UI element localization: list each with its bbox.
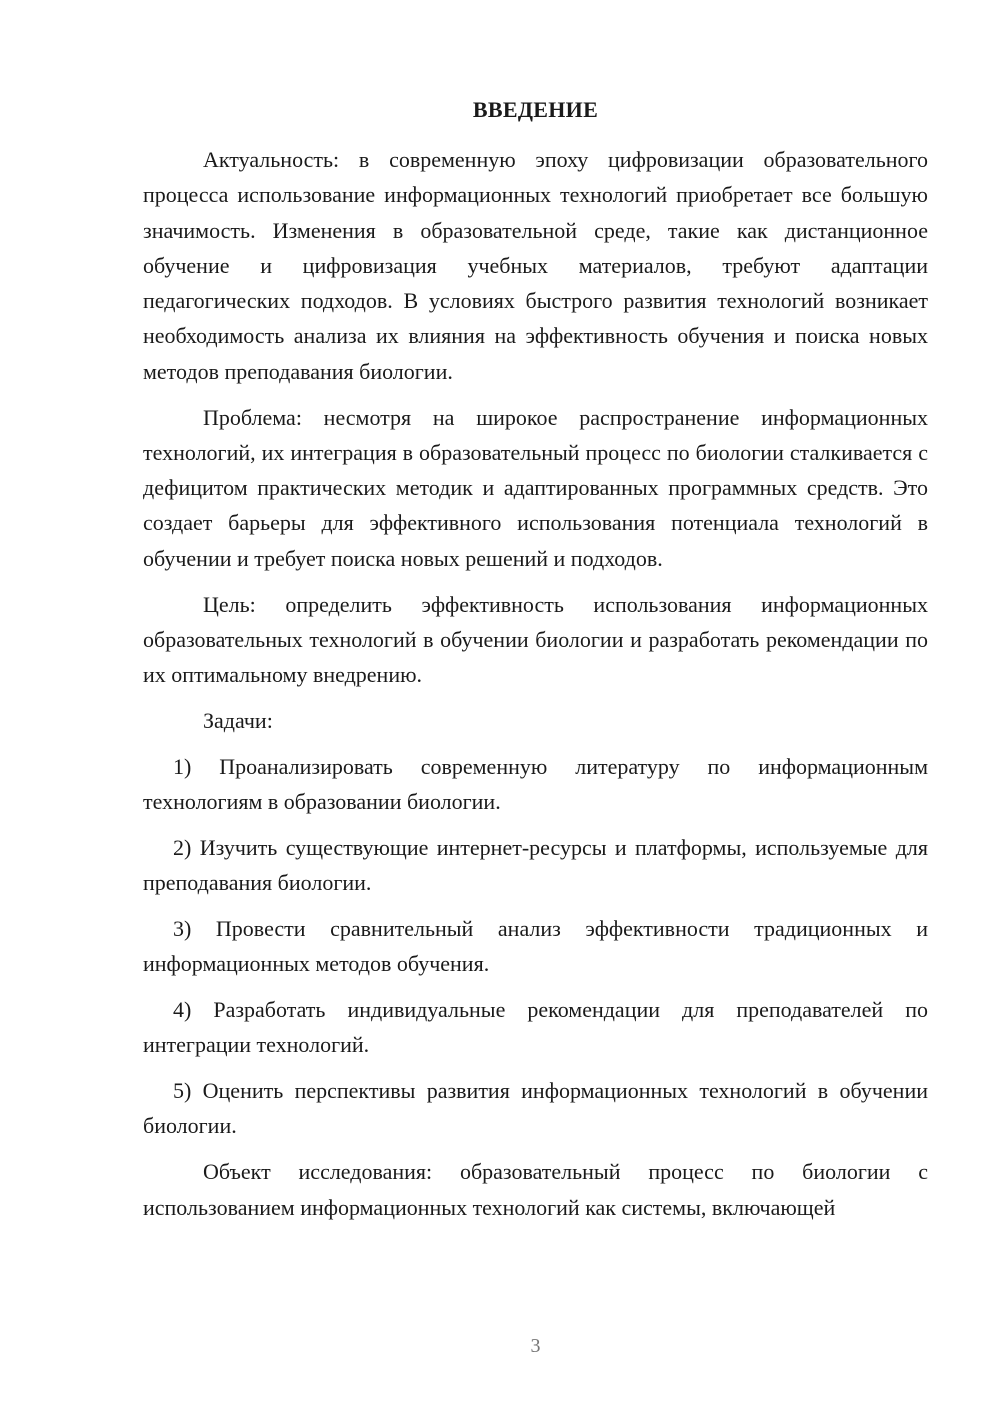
paragraph-tasks-heading: Задачи: bbox=[203, 707, 273, 733]
task-item-1: 1) Проанализировать современную литературу по информационным технологиям в образовании биологии. bbox=[143, 753, 928, 815]
paragraph-research-object: Объект исследования: образовательный процесс по биологии с использованием информационных технологий как системы, включающей bbox=[143, 1159, 928, 1220]
paragraph-relevance: Актуальность: в современную эпоху цифровизации образовательного процесса использование информационных технологий приобретает все большую значимость. Изменения в образовательной среде, такие как дистанционное обучение и цифровизация учебных материалов, требуют адаптации педагогических подходов. В условиях быстрого развития технологий возникает необходимость анализа их влияния на эффективность обучения и поиска новых методов преподавания биологии. bbox=[143, 147, 928, 384]
paragraph-problem: Проблема: несмотря на широкое распространение информационных технологий, их интеграция в образовательный процесс по биологии сталкивается с дефицитом практических методик и адаптированных программных средств. Это создает барьеры для эффективного использования потенциала технологий в обучении и требует поиска новых решений и подходов. bbox=[143, 404, 928, 571]
task-item-5: 5) Оценить перспективы развития информационных технологий в обучении биологии. bbox=[143, 1078, 928, 1139]
body-text bbox=[143, 142, 928, 1235]
task-item-2: 2) Изучить существующие интернет-ресурсы и платформы, используемые для преподавания биологии. bbox=[143, 834, 928, 896]
paragraph-goal: Цель: определить эффективность использования информационных образовательных технологий в обучении биологии и разработать рекомендации по их оптимальному внедрению. bbox=[143, 591, 928, 688]
task-item-3: 3) Провести сравнительный анализ эффективности традиционных и информационных методов обучения. bbox=[143, 915, 928, 977]
page-number: 3 bbox=[530, 1335, 541, 1357]
section-title: ВВЕДЕНИЕ bbox=[472, 97, 599, 122]
task-item-4: 4) Разработать индивидуальные рекомендации для преподавателей по интеграции технологий. bbox=[143, 997, 928, 1058]
document-page bbox=[143, 0, 928, 1414]
